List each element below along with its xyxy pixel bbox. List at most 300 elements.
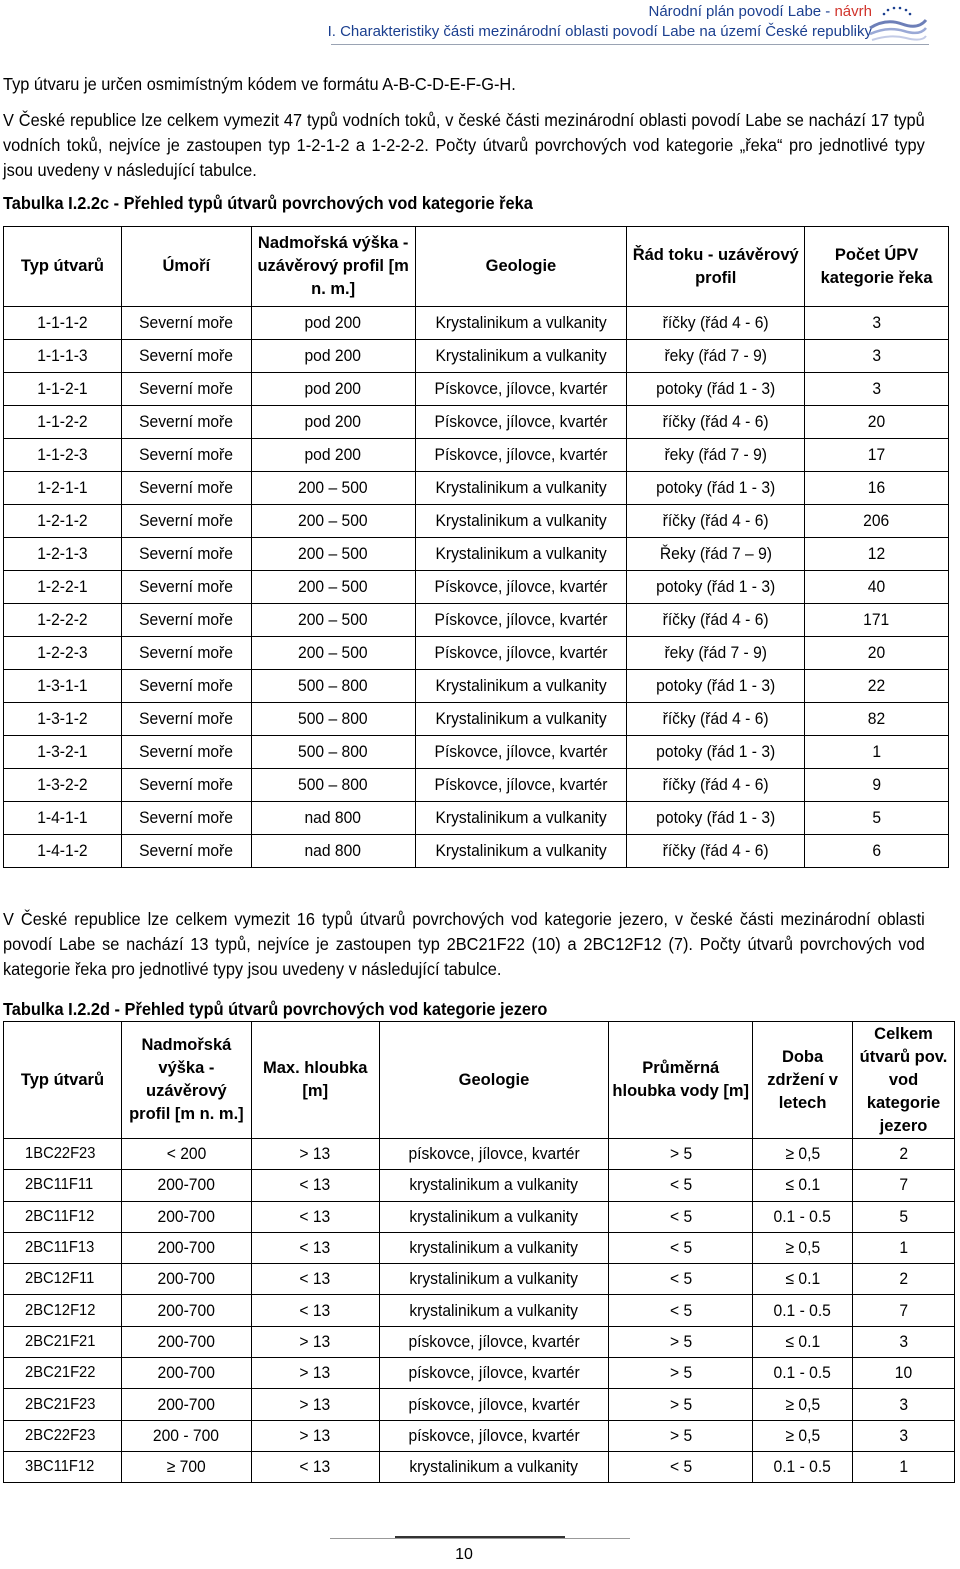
table-cell — [121, 703, 251, 736]
table-cell — [251, 340, 415, 373]
cell-text: Krystalinikum a vulkanity — [435, 478, 607, 497]
cell-text: 1-4-1-1 — [37, 808, 88, 827]
cell-text: 1BC22F23 — [25, 1145, 96, 1163]
table-cell — [4, 1389, 122, 1420]
intro-section — [3, 72, 925, 215]
table-cell — [121, 307, 251, 340]
cell-text: 6 — [872, 841, 881, 860]
table-cell — [251, 1201, 379, 1232]
cell-text: < 5 — [669, 1457, 692, 1477]
cell-text: ≤ 0.1 — [785, 1331, 820, 1351]
cell-text: Krystalinikum a vulkanity — [435, 841, 607, 860]
table2-row — [4, 1201, 955, 1232]
table2-header-cell: Geologie — [379, 1022, 609, 1139]
table-cell — [805, 340, 949, 373]
cell-text: Pískovce, jílovce, kvartér — [434, 445, 608, 464]
table-cell — [853, 1170, 955, 1201]
cell-text: Severní moře — [139, 841, 234, 860]
cell-text: krystalinikum a vulkanity — [409, 1175, 579, 1195]
table-cell — [415, 802, 627, 835]
cell-text: říčky (řád 4 - 6) — [662, 709, 769, 728]
table1-header-cell: Počet ÚPV kategorie řeka — [805, 227, 949, 307]
table-cell — [251, 406, 415, 439]
draft-label: návrh — [834, 3, 872, 20]
table1-row — [4, 571, 949, 604]
table-cell — [121, 1170, 251, 1201]
cell-text: 200-700 — [157, 1331, 216, 1351]
cell-text: < 13 — [299, 1206, 331, 1226]
cell-text: 2BC21F22 — [25, 1364, 96, 1382]
cell-text: Severní moře — [139, 379, 234, 398]
table-cell — [805, 406, 949, 439]
table-cell — [415, 505, 627, 538]
table-cell — [251, 472, 415, 505]
chapter-title: I. Charakteristiky části mezinárodní oblasti povodí Labe na území České republiky — [327, 23, 872, 40]
cell-text: 3 — [899, 1331, 908, 1351]
table2-header-cell: Celkem útvarů pov. vod kategorie jezero — [853, 1022, 955, 1139]
cell-text: 3 — [899, 1394, 908, 1414]
table-cell — [627, 340, 805, 373]
cell-text: 1-3-2-2 — [37, 775, 88, 794]
cell-text: potoky (řád 1 - 3) — [656, 577, 776, 596]
table-cell — [121, 736, 251, 769]
table1-row — [4, 736, 949, 769]
table-cell — [805, 637, 949, 670]
cell-text: 0.1 - 0.5 — [773, 1300, 832, 1320]
cell-text: 5 — [872, 808, 881, 827]
cell-text: ≥ 0,5 — [785, 1144, 820, 1164]
table-cell — [627, 406, 805, 439]
table-cell — [853, 1389, 955, 1420]
cell-text: potoky (řád 1 - 3) — [656, 742, 776, 761]
cell-text: > 5 — [669, 1144, 692, 1164]
cell-text: Pískovce, jílovce, kvartér — [434, 643, 608, 662]
table-cell — [121, 769, 251, 802]
table-cell — [805, 736, 949, 769]
table-cell — [4, 736, 122, 769]
table-cell — [251, 1389, 379, 1420]
cell-text: pískovce, jílovce, kvartér — [408, 1394, 580, 1414]
cell-text: Pískovce, jílovce, kvartér — [434, 742, 608, 761]
cell-text: < 5 — [669, 1300, 692, 1320]
table-cell — [4, 703, 122, 736]
cell-text: 1-2-2-3 — [37, 643, 88, 662]
table-cell — [753, 1264, 853, 1295]
cell-text: 1-1-2-1 — [37, 379, 88, 398]
table2-row — [4, 1451, 955, 1482]
table2-caption: Tabulka I.2.2d - Přehled typů útvarů povrchových vod kategorie jezero — [3, 999, 548, 1019]
table-cell — [121, 472, 251, 505]
table-cell — [4, 472, 122, 505]
cell-text: 200-700 — [157, 1206, 216, 1226]
cell-text: 3 — [872, 346, 881, 365]
table-cell — [121, 406, 251, 439]
table2-row — [4, 1420, 955, 1451]
table-cell — [627, 736, 805, 769]
table-cell — [251, 604, 415, 637]
cell-text: Severní moře — [139, 676, 234, 695]
cell-text: Severní moře — [139, 445, 234, 464]
table1-row — [4, 802, 949, 835]
cell-text: 5 — [899, 1206, 908, 1226]
cell-text: 1-1-2-2 — [37, 412, 88, 431]
cell-text: pískovce, jílovce, kvartér — [408, 1363, 580, 1383]
table2-body — [4, 1139, 955, 1483]
table-cell — [627, 604, 805, 637]
river-types-table — [3, 226, 949, 868]
table-cell — [853, 1232, 955, 1263]
table-cell — [415, 373, 627, 406]
table-cell — [415, 769, 627, 802]
table-cell — [379, 1326, 609, 1357]
table-cell — [4, 769, 122, 802]
table2-header-cell: Průměrná hloubka vody [m] — [609, 1022, 753, 1139]
table-cell — [251, 1170, 379, 1201]
table-cell — [251, 802, 415, 835]
table2-header-cell: Nadmořská výška - uzávěrový profil [m n. m.] — [121, 1022, 251, 1139]
cell-text: 3BC11F12 — [25, 1458, 95, 1476]
table-cell — [379, 1139, 609, 1170]
cell-text: ≥ 0,5 — [785, 1394, 820, 1414]
cell-text: krystalinikum a vulkanity — [409, 1300, 579, 1320]
cell-text: 3 — [872, 379, 881, 398]
cell-text: krystalinikum a vulkanity — [409, 1238, 579, 1258]
table1-row — [4, 670, 949, 703]
table-cell — [121, 670, 251, 703]
cell-text: krystalinikum a vulkanity — [409, 1269, 579, 1289]
table-cell — [4, 802, 122, 835]
table-cell — [805, 835, 949, 868]
cell-text: Řeky (řád 7 – 9) — [659, 544, 772, 563]
lake-types-table — [3, 1021, 955, 1483]
cell-text: Krystalinikum a vulkanity — [435, 313, 607, 332]
table1-row — [4, 472, 949, 505]
cell-text: 1-4-1-2 — [37, 841, 88, 860]
table-cell — [4, 439, 122, 472]
table-cell — [379, 1451, 609, 1482]
table1-body — [4, 307, 949, 868]
cell-text: 1-2-1-3 — [37, 544, 88, 563]
cell-text: > 5 — [669, 1394, 692, 1414]
table-cell — [4, 1201, 122, 1232]
table-cell — [251, 1232, 379, 1263]
table2-header-row — [4, 1022, 955, 1139]
table1-header-cell: Řád toku - uzávěrový profil — [627, 227, 805, 307]
table-cell — [4, 307, 122, 340]
cell-text: 2BC11F11 — [24, 1176, 94, 1194]
cell-text: 2BC21F21 — [25, 1332, 96, 1350]
cell-text: Severní moře — [139, 742, 234, 761]
table-cell — [627, 670, 805, 703]
table-cell — [4, 1232, 122, 1263]
cell-text: 3 — [899, 1425, 908, 1445]
table-cell — [121, 1326, 251, 1357]
table-cell — [753, 1358, 853, 1389]
cell-text: > 13 — [299, 1394, 331, 1414]
cell-text: Severní moře — [139, 643, 234, 662]
cell-text: > 13 — [299, 1363, 331, 1383]
cell-text: 200-700 — [157, 1238, 216, 1258]
cell-text: říčky (řád 4 - 6) — [662, 775, 769, 794]
cell-text: 3 — [872, 313, 881, 332]
cell-text: pod 200 — [304, 313, 362, 332]
table1-row — [4, 637, 949, 670]
table-cell — [251, 307, 415, 340]
table-cell — [627, 373, 805, 406]
table-cell — [805, 472, 949, 505]
table-cell — [805, 439, 949, 472]
table-cell — [251, 1139, 379, 1170]
cell-text: 2 — [899, 1269, 908, 1289]
table-cell — [379, 1170, 609, 1201]
table2-row — [4, 1139, 955, 1170]
table-cell — [121, 1201, 251, 1232]
cell-text: < 13 — [299, 1238, 331, 1258]
cell-text: říčky (řád 4 - 6) — [662, 610, 769, 629]
cell-text: říčky (řád 4 - 6) — [662, 511, 769, 530]
table2-header-cell: Typ útvarů — [4, 1022, 122, 1139]
cell-text: řeky (řád 7 - 9) — [664, 643, 767, 662]
cell-text: řeky (řád 7 - 9) — [664, 445, 767, 464]
lake-section — [3, 907, 925, 982]
cell-text: Krystalinikum a vulkanity — [435, 709, 607, 728]
cell-text: 1 — [899, 1238, 908, 1258]
table-cell — [609, 1358, 753, 1389]
table-cell — [121, 637, 251, 670]
cell-text: 1-3-1-1 — [37, 676, 88, 695]
table-cell — [251, 703, 415, 736]
table-cell — [753, 1201, 853, 1232]
table-cell — [627, 769, 805, 802]
cell-text: > 5 — [669, 1331, 692, 1351]
table-cell — [251, 373, 415, 406]
cell-text: 82 — [867, 709, 886, 728]
cell-text: < 5 — [669, 1238, 692, 1258]
table-cell — [4, 604, 122, 637]
cell-text: 200-700 — [157, 1363, 216, 1383]
table2-row — [4, 1389, 955, 1420]
cell-text: 10 — [894, 1363, 913, 1383]
cell-text: 2BC11F13 — [25, 1239, 95, 1257]
table1-caption: Tabulka I.2.2c - Přehled typů útvarů povrchových vod kategorie řeka — [3, 193, 533, 213]
table-cell — [251, 835, 415, 868]
cell-text: Severní moře — [139, 808, 234, 827]
cell-text: Krystalinikum a vulkanity — [435, 676, 607, 695]
cell-text: 2BC21F23 — [25, 1395, 96, 1413]
table-cell — [609, 1201, 753, 1232]
cell-text: Pískovce, jílovce, kvartér — [434, 379, 608, 398]
table-cell — [627, 505, 805, 538]
cell-text: říčky (řád 4 - 6) — [662, 313, 769, 332]
cell-text: > 5 — [669, 1425, 692, 1445]
cell-text: 1-2-1-2 — [37, 511, 88, 530]
cell-text: > 5 — [669, 1363, 692, 1383]
table-cell — [415, 637, 627, 670]
table1-header-cell: Úmoří — [121, 227, 251, 307]
table-cell — [121, 340, 251, 373]
table-cell — [853, 1201, 955, 1232]
cell-text: 1-2-2-2 — [37, 610, 88, 629]
intro-paragraph-1: Typ útvaru je určen osmimístným kódem ve formátu A-B-C-D-E-F-G-H. — [3, 74, 516, 94]
cell-text: > 13 — [299, 1144, 331, 1164]
table-cell — [805, 571, 949, 604]
table1-row — [4, 406, 949, 439]
table-cell — [853, 1264, 955, 1295]
table-cell — [251, 769, 415, 802]
table1-row — [4, 307, 949, 340]
table-cell — [251, 505, 415, 538]
table-cell — [4, 1139, 122, 1170]
table-cell — [415, 340, 627, 373]
table-cell — [609, 1389, 753, 1420]
cell-text: 206 — [863, 511, 890, 530]
table1-row — [4, 835, 949, 868]
cell-text: krystalinikum a vulkanity — [409, 1206, 579, 1226]
table-cell — [121, 802, 251, 835]
table1-header-cell: Typ útvarů — [4, 227, 122, 307]
cell-text: říčky (řád 4 - 6) — [662, 841, 769, 860]
cell-text: Severní moře — [139, 511, 234, 530]
table-cell — [251, 439, 415, 472]
cell-text: < 13 — [299, 1457, 331, 1477]
table-cell — [627, 637, 805, 670]
cell-text: Pískovce, jílovce, kvartér — [434, 775, 608, 794]
page-header — [328, 2, 872, 42]
table-cell — [121, 571, 251, 604]
cell-text: 16 — [867, 478, 886, 497]
table-cell — [415, 538, 627, 571]
table-cell — [379, 1232, 609, 1263]
table-cell — [251, 1295, 379, 1326]
table-cell — [251, 736, 415, 769]
cell-text: < 200 — [166, 1144, 207, 1164]
table2-row — [4, 1170, 955, 1201]
table-cell — [379, 1264, 609, 1295]
table-cell — [609, 1170, 753, 1201]
table-cell — [251, 1264, 379, 1295]
table1-row — [4, 703, 949, 736]
table-cell — [121, 1232, 251, 1263]
table-cell — [121, 505, 251, 538]
header-divider — [331, 44, 929, 45]
cell-text: 200 – 500 — [298, 577, 368, 596]
cell-text: 1-1-2-3 — [37, 445, 88, 464]
table-cell — [805, 703, 949, 736]
table-cell — [121, 1420, 251, 1451]
table-cell — [4, 340, 122, 373]
table-cell — [379, 1295, 609, 1326]
table-cell — [753, 1451, 853, 1482]
table-cell — [627, 802, 805, 835]
cell-text: 200-700 — [157, 1175, 216, 1195]
table-cell — [4, 637, 122, 670]
cell-text: ≥ 0,5 — [785, 1425, 820, 1445]
cell-text: < 13 — [299, 1269, 331, 1289]
cell-text: 1-3-1-2 — [37, 709, 88, 728]
table-cell — [853, 1295, 955, 1326]
cell-text: 200 – 500 — [298, 511, 368, 530]
cell-text: ≤ 0.1 — [785, 1175, 820, 1195]
table-cell — [251, 1451, 379, 1482]
cell-text: 9 — [872, 775, 881, 794]
table-cell — [251, 538, 415, 571]
cell-text: nad 800 — [304, 841, 362, 860]
footer-divider-accent — [395, 1536, 565, 1538]
table-cell — [805, 802, 949, 835]
cell-text: Severní moře — [139, 709, 234, 728]
table-cell — [415, 571, 627, 604]
table-cell — [121, 1451, 251, 1482]
cell-text: 7 — [899, 1300, 908, 1320]
table-cell — [121, 1139, 251, 1170]
cell-text: říčky (řád 4 - 6) — [662, 412, 769, 431]
table-cell — [379, 1358, 609, 1389]
table-cell — [627, 571, 805, 604]
table-cell — [251, 1420, 379, 1451]
table-cell — [4, 1358, 122, 1389]
cell-text: 200-700 — [157, 1300, 216, 1320]
cell-text: 1 — [872, 742, 881, 761]
cell-text: pod 200 — [304, 379, 362, 398]
table-cell — [805, 769, 949, 802]
table-cell — [121, 1264, 251, 1295]
table1-row — [4, 769, 949, 802]
footer-divider — [330, 1538, 630, 1539]
table-cell — [4, 1295, 122, 1326]
table1-row — [4, 505, 949, 538]
table-cell — [805, 604, 949, 637]
cell-text: 1-2-2-1 — [37, 577, 88, 596]
table2-row — [4, 1232, 955, 1263]
table-cell — [379, 1420, 609, 1451]
table-cell — [805, 307, 949, 340]
cell-text: Krystalinikum a vulkanity — [435, 544, 607, 563]
table1-row — [4, 604, 949, 637]
table-cell — [627, 835, 805, 868]
table-cell — [609, 1326, 753, 1357]
table2-row — [4, 1326, 955, 1357]
cell-text: 7 — [899, 1175, 908, 1195]
cell-text: Severní moře — [139, 775, 234, 794]
cell-text: 200 – 500 — [298, 610, 368, 629]
table1-row — [4, 538, 949, 571]
cell-text: 200-700 — [157, 1394, 216, 1414]
cell-text: > 13 — [299, 1331, 331, 1351]
cell-text: < 5 — [669, 1175, 692, 1195]
table-cell — [4, 1264, 122, 1295]
table-cell — [753, 1420, 853, 1451]
cell-text: 0.1 - 0.5 — [773, 1457, 832, 1477]
cell-text: potoky (řád 1 - 3) — [656, 808, 776, 827]
cell-text: ≥ 700 — [166, 1457, 206, 1477]
cell-text: pod 200 — [304, 445, 362, 464]
cell-text: Severní moře — [139, 544, 234, 563]
cell-text: pískovce, jílovce, kvartér — [408, 1144, 580, 1164]
cell-text: < 5 — [669, 1269, 692, 1289]
cell-text: 200 – 500 — [298, 478, 368, 497]
cell-text: 200 – 500 — [298, 643, 368, 662]
cell-text: 20 — [867, 412, 886, 431]
table-cell — [415, 670, 627, 703]
table-cell — [609, 1451, 753, 1482]
cell-text: řeky (řád 7 - 9) — [664, 346, 767, 365]
table-cell — [609, 1232, 753, 1263]
cell-text: 500 – 800 — [298, 742, 368, 761]
cell-text: potoky (řád 1 - 3) — [656, 478, 776, 497]
table-cell — [853, 1451, 955, 1482]
cell-text: Pískovce, jílovce, kvartér — [434, 577, 608, 596]
cell-text: 1-1-1-2 — [37, 313, 88, 332]
